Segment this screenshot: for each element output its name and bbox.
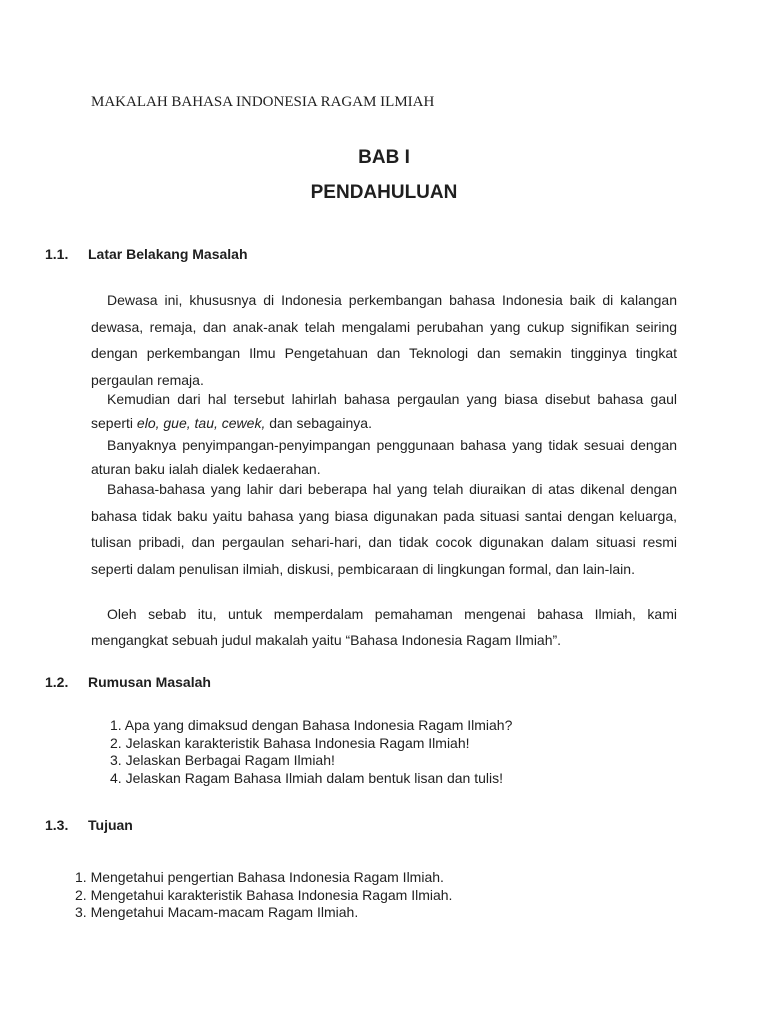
list-item: 2. Jelaskan karakteristik Bahasa Indonesia Ragam Ilmiah!: [110, 734, 470, 751]
tujuan-list: [75, 869, 452, 922]
section-title: Tujuan: [88, 817, 133, 833]
paragraph-line: dalam situasi resmi seperti dalam penulisan ilmiah, diskusi, pembicaraan di lingkungan: [91, 534, 678, 577]
list-item: 4. Jelaskan Ragam Bahasa Ilmiah dalam bentuk lisan dan tulis!: [110, 769, 503, 786]
paragraph-line: signifikan seiring dengan perkembangan Ilmu Pengetahuan dan Teknologi dan semakin: [91, 318, 678, 362]
section-number: 1.2.: [45, 674, 69, 690]
paragraph-line: gaul seperti: [91, 391, 678, 431]
section-title: Latar Belakang Masalah: [88, 246, 248, 262]
paragraph-line: kalangan dewasa, remaja, dan anak-anak telah mengalami perubahan yang cukup: [91, 292, 677, 335]
paragraph-line: tingginya tingkat pergaulan remaja.: [91, 345, 678, 388]
paragraph-line: formal, dan lain-lain.: [508, 560, 635, 577]
list-item: 3. Mengetahui Macam-macam Ragam Ilmiah.: [75, 904, 359, 920]
section-title: Rumusan Masalah: [88, 674, 211, 690]
document-title: MAKALAH BAHASA INDONESIA RAGAM ILMIAH: [91, 94, 435, 110]
slang-examples: elo, gue, tau, cewek,: [136, 415, 266, 431]
paragraph-dewasa-ini: [91, 287, 677, 393]
chapter-number: BAB I: [358, 147, 410, 168]
section-heading-rumusan-masalah: [45, 673, 211, 691]
paragraph-line: dengan keluarga, tulisan pribadi, dan pergaulan sehari-hari, dan tidak cocok digunakan: [91, 507, 678, 551]
list-item: 1. Mengetahui pengertian Bahasa Indonesia Ragam Ilmiah.: [75, 869, 444, 885]
section-number: 1.3.: [45, 817, 69, 833]
paragraph-bahasa-gaul: [91, 387, 677, 435]
list-item: 3. Jelaskan Berbagai Ragam Ilmiah!: [110, 752, 335, 768]
chapter-title: PENDAHULUAN: [310, 182, 458, 203]
paragraph-line: Kemudian dari hal tersebut lahirlah bahasa pergaulan yang biasa disebut bahasa: [107, 391, 644, 407]
section-number: 1.1.: [45, 246, 69, 262]
paragraph-line: Bahasa-bahasa yang lahir dari beberapa hal yang telah diuraikan di atas dikenal: [107, 481, 625, 497]
paragraph-line: Banyaknya penyimpangan-penyimpangan penggunaan bahasa yang tidak sesuai: [107, 437, 625, 453]
paragraph-line: Dewasa ini, khususnya di Indonesia perkembangan bahasa Indonesia baik di: [107, 292, 614, 308]
paragraph-line: mengangkat sebuah judul makalah yaitu “Bahasa Indonesia Ragam Ilmiah”.: [91, 632, 562, 648]
rumusan-masalah-list: [110, 717, 512, 787]
paragraph-line: dengan aturan baku ialah dialek kedaerahan.: [91, 437, 678, 477]
paragraph-oleh-sebab-itu: [91, 601, 677, 653]
list-item: 1. Apa yang dimaksud dengan Bahasa Indonesia Ragam Ilmiah?: [110, 717, 513, 733]
section-heading-tujuan: [45, 816, 133, 834]
paragraph-line: dan sebagainya.: [265, 415, 372, 431]
section-heading-latar-belakang: [45, 245, 248, 263]
paragraph-line: Oleh sebab itu, untuk memperdalam pemahaman mengenai bahasa Ilmiah, kami: [107, 606, 677, 622]
paragraph-bahasa-tidak-baku: [91, 476, 677, 582]
paragraph-line: dengan bahasa tidak baku yaitu bahasa yang biasa digunakan pada situasi santai: [91, 481, 678, 524]
paragraph-penyimpangan: [91, 433, 677, 481]
list-item: 2. Mengetahui karakteristik Bahasa Indonesia Ragam Ilmiah.: [75, 886, 453, 903]
